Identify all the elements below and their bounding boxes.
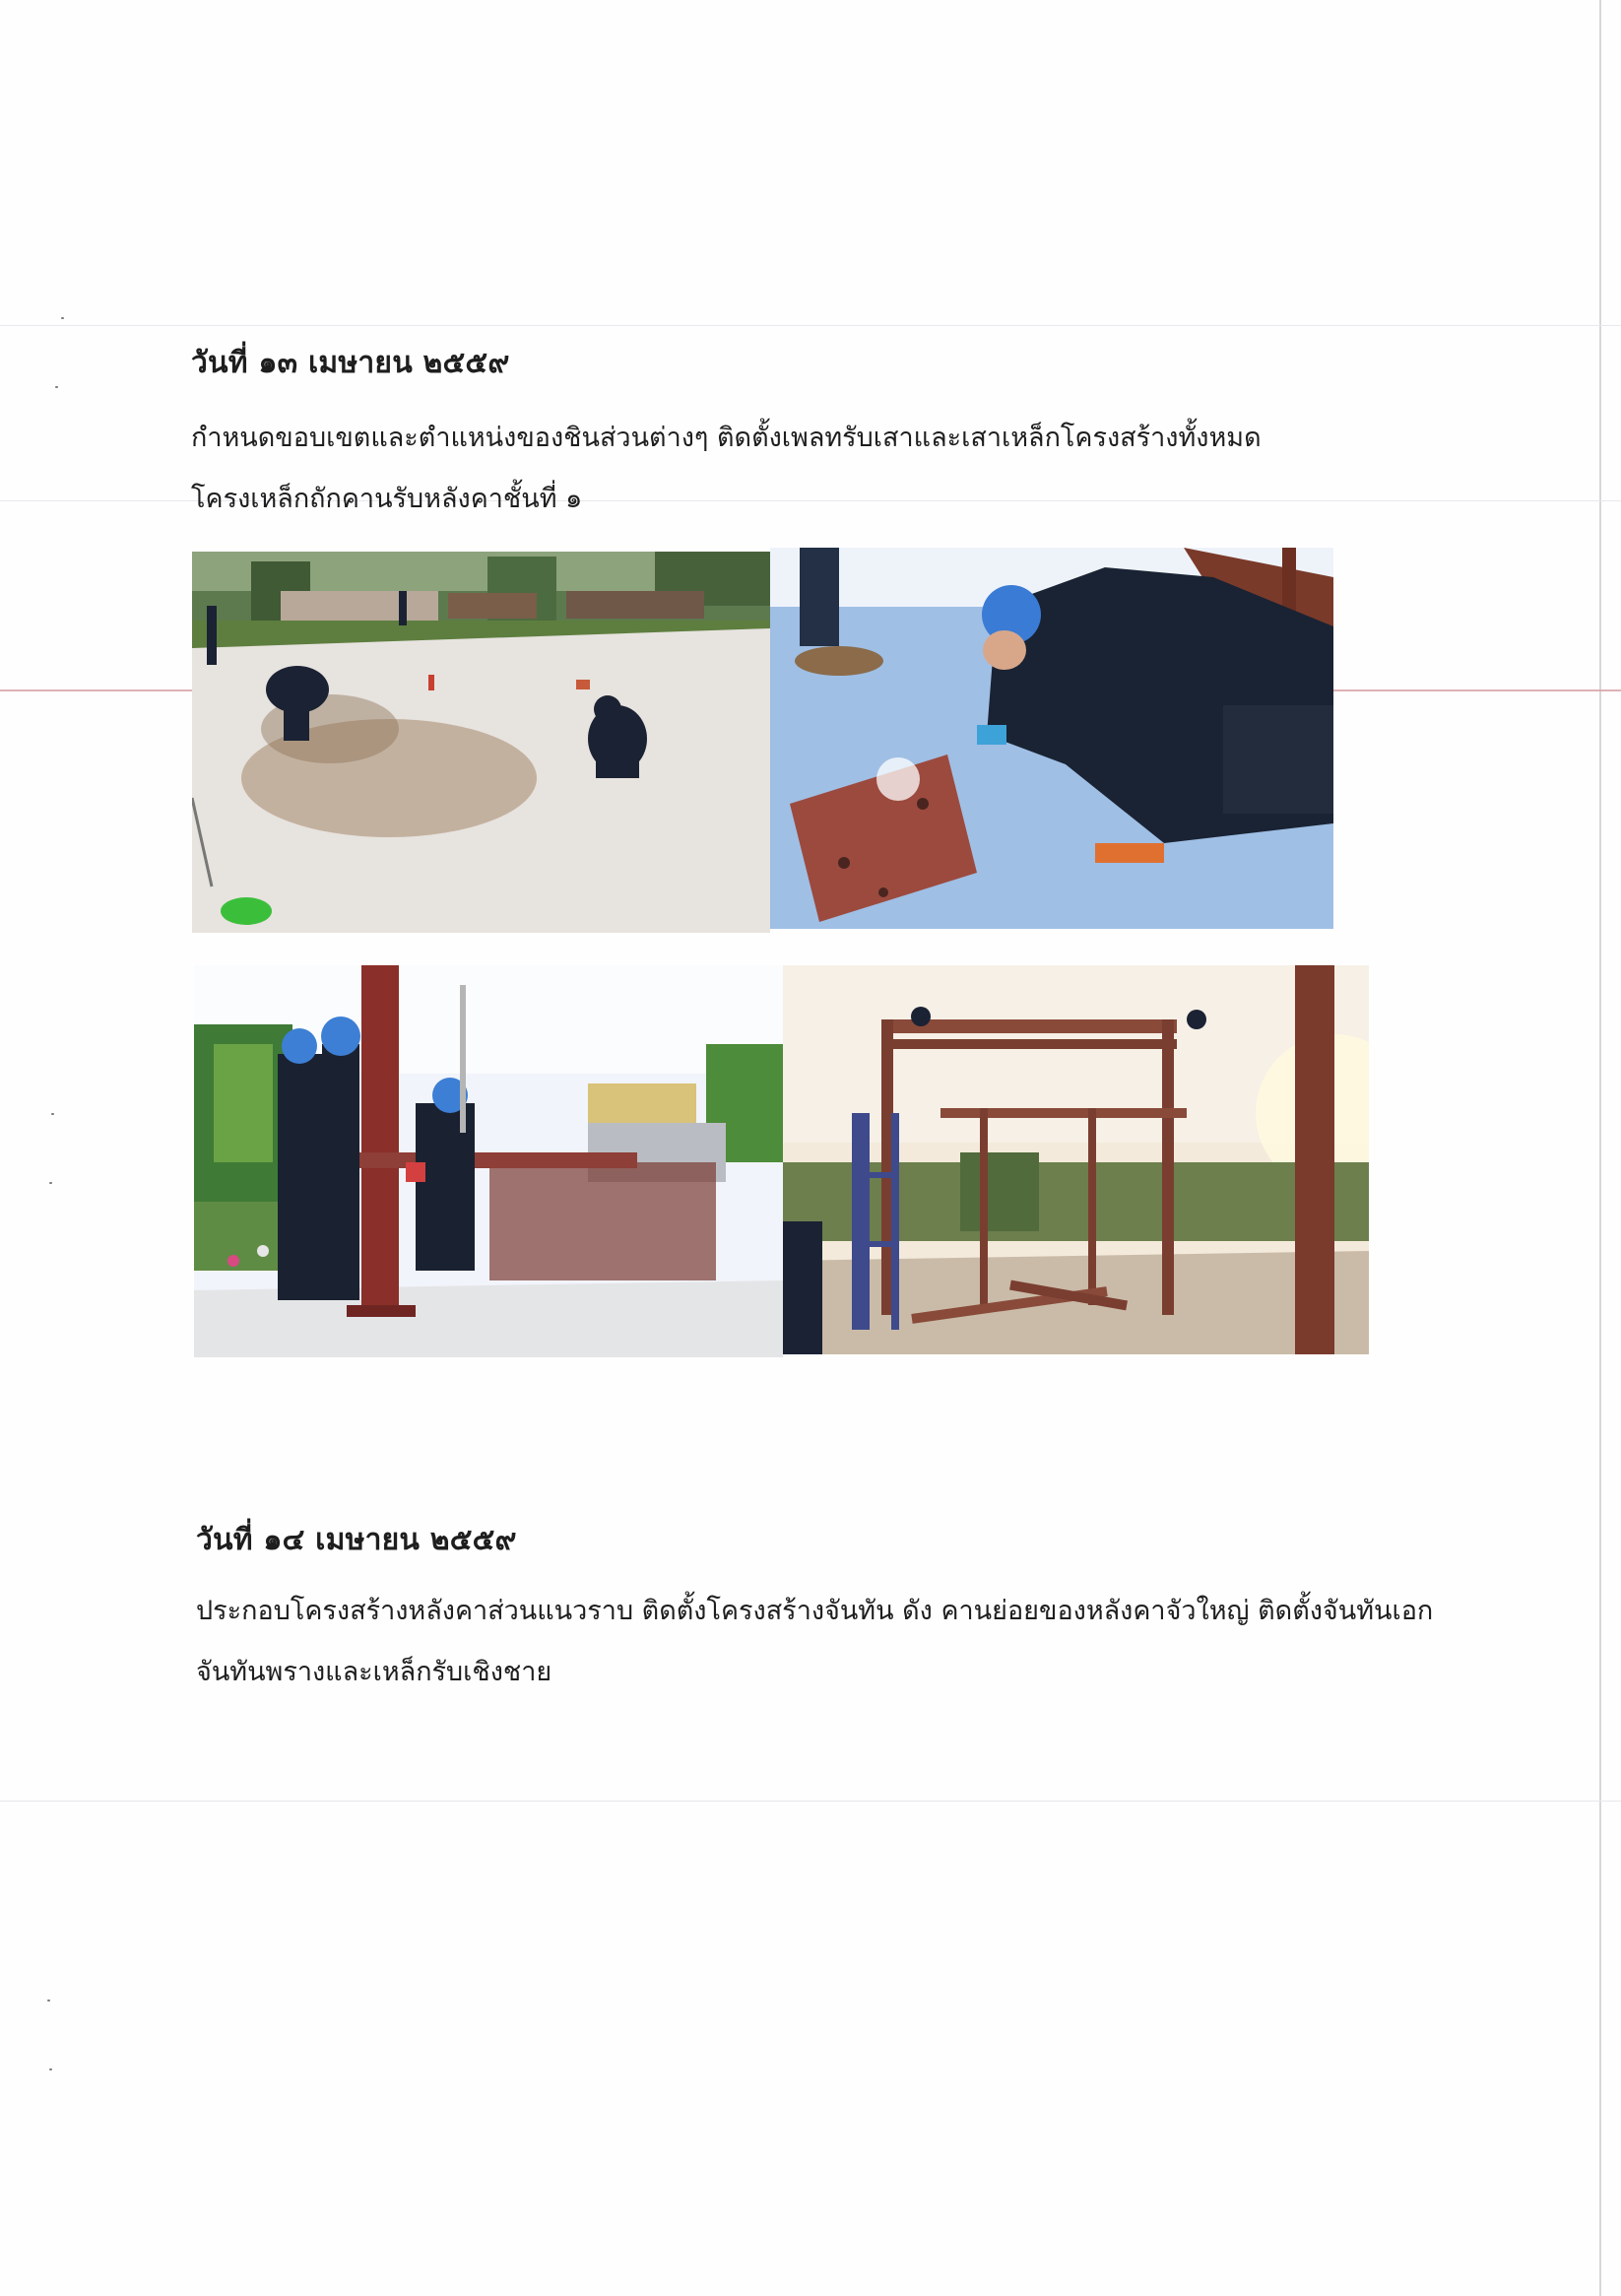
paragraph-line: จันทันพรางและเหล็กรับเชิงชาย: [196, 1657, 552, 1687]
paragraph-line: โครงเหล็กถักคานรับหลังคาชั้นที่ ๑: [191, 484, 583, 514]
scan-band: [0, 1801, 1621, 1802]
photo-roof-trusses: [783, 965, 1369, 1354]
scan-speck: [61, 317, 64, 319]
section-paragraph: [196, 1581, 1433, 1703]
scan-band: [0, 325, 1621, 326]
scan-speck: [49, 2068, 52, 2070]
scan-speck: [49, 1182, 52, 1184]
photo-base-plate: [770, 548, 1333, 929]
scan-edge-line: [1599, 0, 1601, 2296]
section-heading: วันที่ ๑๔ เมษายน ๒๕๕๙: [196, 1523, 517, 1557]
section-heading: วันที่ ๑๓ เมษายน ๒๕๕๙: [191, 346, 510, 380]
paragraph-line: กำหนดขอบเขตและตำแหน่งของชินส่วนต่างๆ ติดตั้งเพลทรับเสาและเสาเหล็กโครงสร้างทั้งหมด: [191, 423, 1262, 453]
photo-column-erection: [194, 965, 783, 1357]
photo-site-marking: [192, 552, 770, 933]
scan-speck: [51, 1113, 54, 1115]
section-paragraph: [191, 408, 1262, 530]
paragraph-line: ประกอบโครงสร้างหลังคาส่วนแนวราบ ติดตั้งโครงสร้างจันทัน ดัง คานย่อยของหลังคาจัวใหญ่ ติดตั้งจันทันเอก: [196, 1596, 1434, 1626]
scan-speck: [47, 2000, 50, 2001]
scan-speck: [55, 386, 58, 388]
